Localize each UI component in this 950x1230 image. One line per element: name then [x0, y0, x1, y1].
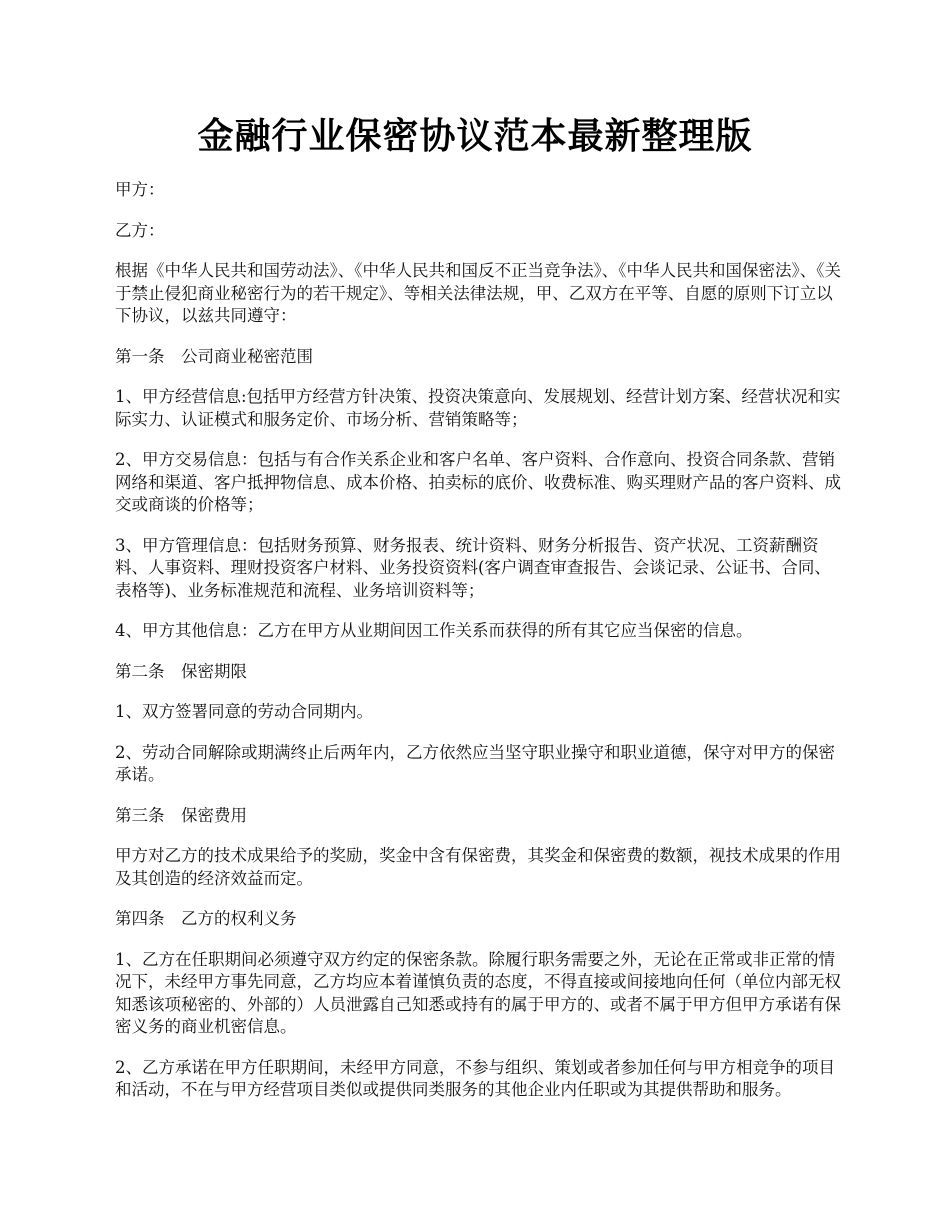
clause-paragraph: 2、甲方交易信息：包括与有合作关系企业和客户名单、客户资料、合作意向、投资合同条款、营销网络和渠道、客户抵押物信息、成本价格、拍卖标的底价、收费标准、购买理财产品的客户资料、成交或商谈的价格等； — [115, 450, 841, 514]
preamble-paragraph: 根据《中华人民共和国劳动法》、《中华人民共和国反不正当竞争法》、《中华人民共和国保密法》、《关于禁止侵犯商业秘密行为的若干规定》、等相关法律法规，甲、乙双方在平等、自愿的原则下订立以下协议，以兹共同遵守： — [115, 261, 841, 325]
party-a-line: 甲方： — [115, 180, 165, 199]
document-title: 金融行业保密协议范本最新整理版 — [197, 115, 753, 157]
clause-paragraph: 1、甲方经营信息:包括甲方经营方针决策、投资决策意向、发展规划、经营计划方案、经营状况和实际实力、认证模式和服务定价、市场分析、营销策略等； — [115, 387, 841, 429]
party-b-line: 乙方： — [115, 220, 165, 240]
clause-paragraph: 3、甲方管理信息：包括财务预算、财务报表、统计资料、财务分析报告、资产状况、工资薪酬资料、人事资料、理财投资客户材料、业务投资资料(客户调查审查报告、会谈记录、公证书、合同、表格等)、业务标准规范和流程、业务培训资料等； — [115, 535, 831, 600]
article-heading: 第四条 乙方的权利义务 — [115, 909, 297, 928]
clause-paragraph: 4、甲方其他信息：乙方在甲方从业期间因工作关系而获得的所有其它应当保密的信息。 — [115, 621, 753, 640]
clause-paragraph: 1、乙方在任职期间必须遵守双方约定的保密条款。除履行职务需要之外，无论在正常或非正常的情况下，未经甲方事先同意，乙方均应本着谨慎负责的态度，不得直接或间接地向任何（单位内部无权知悉该项秘密的、外部的）人员泄露自己知悉或持有的属于甲方的、或者不属于甲方但甲方承诺有保密义务的商业机密信息。 — [115, 949, 841, 1036]
clause-paragraph: 甲方对乙方的技术成果给予的奖励，奖金中含有保密费，其奖金和保密费的数额，视技术成果的作用及其创造的经济效益而定。 — [115, 846, 841, 888]
clause-paragraph: 2、乙方承诺在甲方任职期间，未经甲方同意，不参与组织、策划或者参加任何与甲方相竞争的项目和活动，不在与甲方经营项目类似或提供同类服务的其他企业内任职或为其提供帮助和服务。 — [115, 1057, 835, 1099]
document-body — [115, 179, 843, 1120]
clause-paragraph: 2、劳动合同解除或期满终止后两年内，乙方依然应当坚守职业操守和职业道德，保守对甲方的保密承诺。 — [115, 742, 835, 784]
article-heading: 第二条 保密期限 — [115, 661, 247, 681]
article-heading: 第一条 公司商业秘密范围 — [115, 346, 313, 366]
clause-paragraph: 1、双方签署同意的劳动合同期内。 — [115, 702, 373, 721]
article-heading: 第三条 保密费用 — [115, 805, 247, 825]
